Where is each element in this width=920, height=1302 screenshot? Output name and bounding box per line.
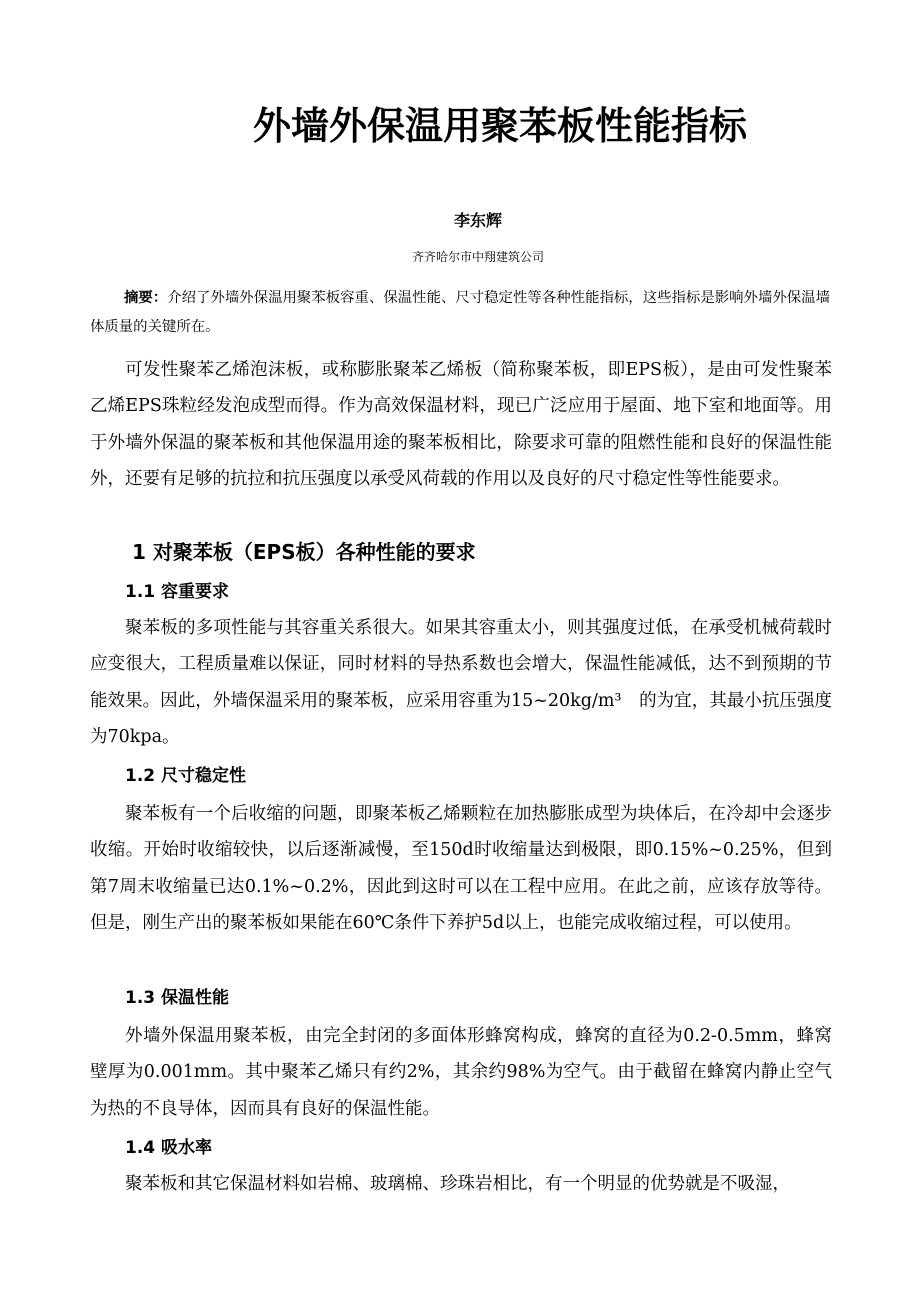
section-1-2-body: 聚苯板有一个后收缩的问题，即聚苯板乙烯颗粒在加热膨胀成型为块体后，在冷却中会逐步收缩。开始时收缩较快，以后逐渐减慢，至150d时收缩量达到极限，即0.15%~0.25%，但到第7周末收缩量已达0.1%~0.2%，因此到这时可以在工程中应用。在此之前，应该存放等待。但是，刚生产出的聚苯板如果能在60℃条件下养护5d以上，也能完成收缩过程，可以使用。 [90, 804, 832, 934]
section-1-heading: 1 对聚苯板（EPS板）各种性能的要求 [132, 540, 476, 564]
section-1-1-body: 聚苯板的多项性能与其容重关系很大。如果其容重太小，则其强度过低，在承受机械荷载时应变很大，工程质量难以保证，同时材料的导热系数也会增大，保温性能减低，达不到预期的节能效果。因此，外墙保温采用的聚苯板，应采用容重为15~20kg/m³ 的为宜，其最小抗压强度为70kpa。 [90, 618, 832, 748]
section-1-1-heading: 1.1 容重要求 [125, 582, 230, 602]
section-1-3-body: 外墙外保温用聚苯板，由完全封闭的多面体形蜂窝构成，蜂窝的直径为0.2-0.5mm，蜂窝壁厚为0.001mm。其中聚苯乙烯只有约2%，其余约98%为空气。由于截留在蜂窝内静止空气为热的不良导体，因而具有良好的保温性能。 [90, 1026, 832, 1119]
section-1-2-heading: 1.2 尺寸稳定性 [125, 766, 247, 786]
document-title: 外墙外保温用聚苯板性能指标 [252, 104, 747, 148]
section-1-4-body: 聚苯板和其它保温材料如岩棉、玻璃棉、珍珠岩相比，有一个明显的优势就是不吸湿， [125, 1174, 790, 1194]
author-name: 李东辉 [453, 211, 502, 230]
author-affiliation: 齐齐哈尔市中翔建筑公司 [411, 250, 544, 264]
section-1-3-heading: 1.3 保温性能 [125, 988, 230, 1008]
abstract [90, 284, 830, 342]
abstract-label: 摘要： [124, 290, 168, 306]
abstract-text: 介绍了外墙外保温用聚苯板容重、保温性能、尺寸稳定性等各种性能指标，这些指标是影响外墙外保温墙体质量的关键所在。 [90, 290, 830, 335]
section-1-4-heading: 1.4 吸水率 [125, 1138, 213, 1158]
intro-paragraph: 可发性聚苯乙烯泡沫板，或称膨胀聚苯乙烯板（简称聚苯板，即EPS板），是由可发性聚苯乙烯EPS珠粒经发泡成型而得。作为高效保温材料，现已广泛应用于屋面、地下室和地面等。用于外墙外保温的聚苯板和其他保温用途的聚苯板相比，除要求可靠的阻燃性能和良好的保温性能外，还要有足够的抗拉和抗压强度以承受风荷载的作用以及良好的尺寸稳定性等性能要求。 [90, 360, 832, 490]
